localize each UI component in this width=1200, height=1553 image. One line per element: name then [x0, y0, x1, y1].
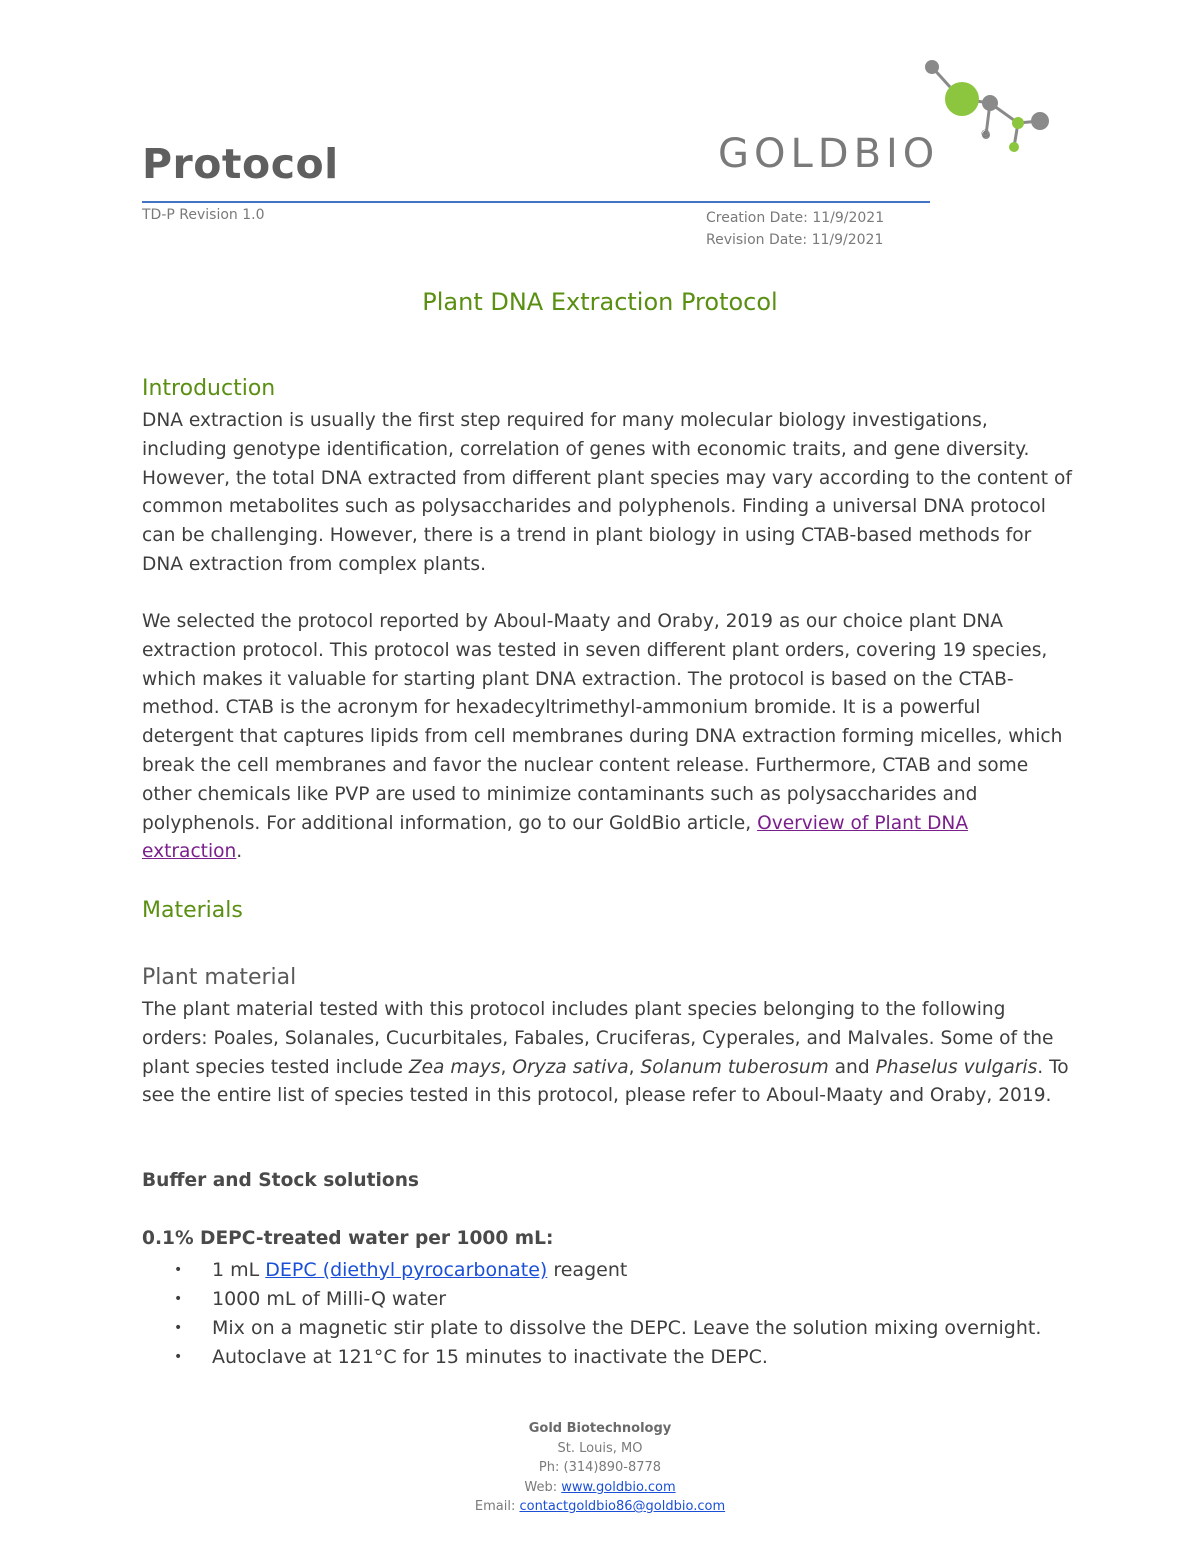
- footer-web-link[interactable]: www.goldbio.com: [561, 1479, 676, 1495]
- list-item: [172, 1343, 1041, 1372]
- page-footer: [0, 1419, 1200, 1517]
- depc-water-heading: 0.1% DEPC-treated water per 1000 mL:: [142, 1228, 554, 1249]
- goldbio-logo-mark: [718, 55, 1063, 175]
- bullet-1-pre: 1 mL: [212, 1259, 266, 1281]
- bullet-2-text: 1000 mL of Milli-Q water: [212, 1288, 447, 1310]
- creation-date: Creation Date: 11/9/2021: [706, 210, 885, 226]
- bullet-4-text: Autoclave at 121°C for 15 minutes to inactivate the DEPC.: [212, 1346, 768, 1368]
- introduction-paragraph-2: [142, 608, 1072, 867]
- footer-email-link[interactable]: contactgoldbio86@goldbio.com: [519, 1499, 726, 1514]
- footer-email-line: [0, 1497, 1200, 1517]
- bullet-glyph: •: [174, 1349, 183, 1365]
- bullet-glyph: •: [174, 1262, 183, 1278]
- bullet-glyph: •: [174, 1320, 183, 1336]
- revision-label: TD-P Revision 1.0: [142, 207, 265, 223]
- plant-material-text-2: . To see the entire list of species tested in this protocol, please refer to Aboul-Maaty and Oraby, 2019.: [142, 1056, 1069, 1107]
- plant-material-paragraph: [142, 996, 1072, 1111]
- introduction-paragraph-2-text: We selected the protocol reported by Aboul-Maaty and Oraby, 2019 as our choice plant DNA extraction protocol. This protocol was tested in seven different plant orders, covering 19 species, which makes it valuable for starting plant DNA extraction. The protocol is based on the CTAB-method. CTAB is the acronym for hexadecyltrimethyl-ammonium bromide. It is a powerful detergent that captures lipids from cell membranes during DNA extraction forming micelles, which break the cell membranes and favor the nuclear content release. Furthermore, CTAB and some other chemicals like PVP are used to minimize contaminants such as polysaccharides and polyphenols. For additional information, go to our GoldBio article,: [142, 611, 1063, 834]
- introduction-heading: Introduction: [142, 376, 276, 401]
- bullet-1-post: reagent: [547, 1259, 628, 1281]
- doc-type-heading: Protocol: [142, 140, 339, 188]
- logo-text: GOLDBIO: [718, 131, 940, 175]
- depc-reagent-link[interactable]: DEPC (diethyl pyrocarbonate): [265, 1259, 548, 1281]
- footer-city: St. Louis, MO: [557, 1440, 643, 1456]
- footer-email-label: Email:: [474, 1499, 520, 1514]
- goldbio-logo: [718, 55, 1063, 179]
- list-item: [172, 1285, 1041, 1314]
- species-solanum-tuberosum: Solanum tuberosum: [640, 1056, 829, 1078]
- species-separator-2: ,: [628, 1056, 641, 1078]
- species-oryza-sativa: Oryza sativa: [512, 1056, 629, 1078]
- revision-date: Revision Date: 11/9/2021: [706, 232, 884, 248]
- species-separator-3: and: [828, 1056, 876, 1078]
- species-phaselus-vulgaris: Phaselus vulgaris: [875, 1056, 1038, 1078]
- buffer-stock-heading: Buffer and Stock solutions: [142, 1170, 419, 1191]
- footer-web-label: Web:: [524, 1479, 562, 1495]
- list-item: [172, 1314, 1041, 1343]
- species-zea-mays: Zea mays: [408, 1056, 501, 1078]
- dates-block: [706, 207, 884, 251]
- header-rule: [142, 201, 930, 203]
- footer-company: Gold Biotechnology: [528, 1421, 672, 1436]
- link-period: .: [236, 841, 243, 863]
- plant-material-heading: Plant material: [142, 965, 297, 990]
- document-title: Plant DNA Extraction Protocol: [422, 288, 778, 316]
- list-item: [172, 1256, 1041, 1285]
- plant-material-text-1: The plant material tested with this protocol includes plant species belonging to the following orders: Poales, Solanales, Cucurbitales, Fabales, Cruciferas, Cyperales, and Malvales. Some of the plant species tested include: [142, 999, 1054, 1078]
- materials-heading: Materials: [142, 898, 243, 923]
- depc-steps-list: [172, 1256, 1041, 1372]
- overview-plant-dna-link[interactable]: Overview of Plant DNA extraction: [142, 812, 969, 863]
- introduction-paragraph-1: DNA extraction is usually the first step required for many molecular biology investigations, including genotype identification, correlation of genes with economic traits, and gene diversity. However, the total DNA extracted from different plant species may vary according to the content of common metabolites such as polysaccharides and polyphenols. Finding a universal DNA protocol can be challenging. However, there is a trend in plant biology in using CTAB-based methods for DNA extraction from complex plants.: [142, 410, 1072, 575]
- registered-mark: ®: [980, 127, 991, 140]
- bullet-glyph: •: [174, 1291, 183, 1307]
- footer-phone: Ph: (314)890-8778: [538, 1460, 662, 1475]
- species-separator-1: ,: [500, 1056, 513, 1078]
- bullet-3-text: Mix on a magnetic stir plate to dissolve the DEPC. Leave the solution mixing overnight.: [212, 1317, 1042, 1339]
- footer-web-line: [0, 1478, 1200, 1498]
